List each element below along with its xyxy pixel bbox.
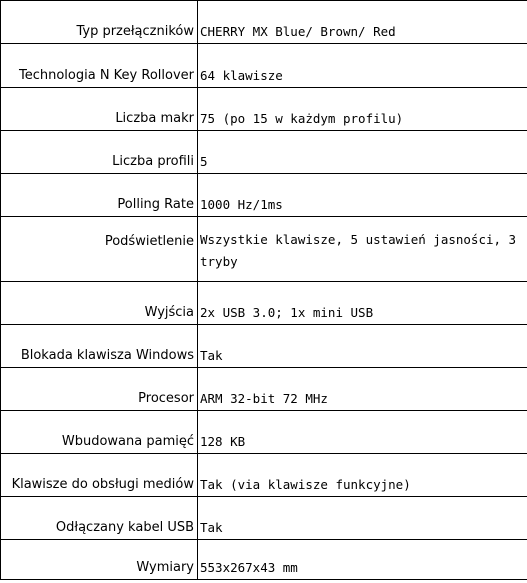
table-row: [1, 540, 527, 580]
specification-table-body: [1, 1, 527, 580]
spec-value-text: 5: [200, 154, 208, 169]
spec-value: [198, 282, 527, 325]
spec-value-text: 64 klawisze: [200, 68, 283, 83]
spec-label-text: Podświetlenie: [104, 233, 194, 249]
table-row: [1, 454, 527, 497]
spec-label: [1, 368, 198, 411]
spec-value-text: 128 KB: [200, 434, 246, 449]
table-row: [1, 282, 527, 325]
spec-value: [198, 174, 527, 217]
spec-label-text: Klawisze do obsługi mediów: [11, 477, 194, 492]
spec-label-text: Wbudowana pamięć: [61, 434, 194, 449]
spec-value: [198, 454, 527, 497]
spec-label-text: Typ przełączników: [76, 24, 194, 39]
spec-label-text: Liczba profili: [112, 154, 194, 169]
spec-value: [198, 497, 527, 540]
spec-label-text: Wymiary: [136, 560, 194, 575]
spec-value-text: 2x USB 3.0; 1x mini USB: [200, 305, 374, 320]
spec-label-text: Blokada klawisza Windows: [20, 348, 194, 363]
spec-label: [1, 131, 198, 174]
spec-label: [1, 174, 198, 217]
spec-label-text: Procesor: [138, 391, 194, 406]
spec-label: [1, 282, 198, 325]
spec-label-text: Liczba makr: [115, 111, 194, 126]
spec-value: [198, 368, 527, 411]
table-row: [1, 44, 527, 88]
spec-value-text: CHERRY MX Blue/ Brown/ Red: [200, 24, 396, 39]
spec-label: [1, 540, 198, 580]
spec-label: [1, 217, 198, 282]
spec-label: [1, 454, 198, 497]
spec-label-text: Polling Rate: [117, 197, 194, 212]
spec-value: [198, 131, 527, 174]
spec-label-text: Wyjścia: [144, 305, 194, 320]
table-row: [1, 174, 527, 217]
spec-value-text: Tak: [200, 348, 223, 363]
spec-value: [198, 1, 527, 44]
spec-value: [198, 540, 527, 580]
table-row: [1, 88, 527, 131]
table-row: [1, 131, 527, 174]
table-row: [1, 325, 527, 368]
spec-value: [198, 217, 527, 282]
spec-label: [1, 325, 198, 368]
table-row: [1, 497, 527, 540]
spec-label: [1, 411, 198, 454]
spec-value-text: ARM 32-bit 72 MHz: [200, 391, 328, 406]
table-row: [1, 1, 527, 44]
table-row: [1, 217, 527, 282]
spec-value: [198, 88, 527, 131]
spec-label-text: Odłączany kabel USB: [55, 520, 194, 535]
table-row: [1, 411, 527, 454]
spec-label: [1, 44, 198, 88]
spec-value-text: Wszystkie klawisze, 5 ustawień jasności, 3 tryby: [200, 231, 517, 269]
spec-value-text: 1000 Hz/1ms: [200, 197, 283, 212]
spec-value: [198, 44, 527, 88]
spec-value: [198, 411, 527, 454]
spec-value-text: Tak (via klawisze funkcyjne): [200, 477, 411, 492]
spec-value-text: Tak: [200, 520, 223, 535]
spec-label: [1, 1, 198, 44]
spec-label-text: Technologia N Key Rollover: [18, 68, 194, 83]
spec-label: [1, 88, 198, 131]
table-row: [1, 368, 527, 411]
spec-label: [1, 497, 198, 540]
spec-value: [198, 325, 527, 368]
spec-value-text: 75 (po 15 w każdym profilu): [200, 111, 404, 126]
spec-value-text: 553x267x43 mm: [200, 560, 298, 575]
